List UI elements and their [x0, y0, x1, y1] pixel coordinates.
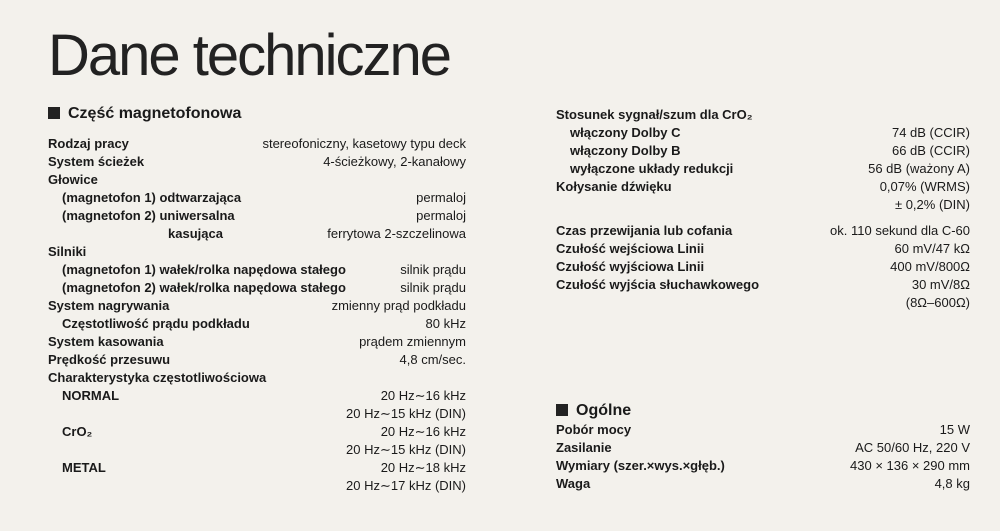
spec-value: 66 dB (CCIR)	[891, 143, 970, 158]
spec-value: 0,07% (WRMS)	[879, 179, 970, 194]
spec-row	[48, 333, 466, 351]
spec-value: 56 dB (ważony A)	[868, 161, 970, 176]
spec-label: Pobór mocy	[556, 422, 632, 437]
spec-label: NORMAL	[62, 388, 120, 403]
spec-row	[556, 457, 970, 475]
spec-row	[48, 135, 466, 153]
spec-label: Czułość wyjścia słuchawkowego	[556, 277, 760, 292]
spec-value: 80 kHz	[425, 316, 466, 331]
spec-label: (magnetofon 1) wałek/rolka napędowa stałego	[62, 262, 346, 277]
spec-row	[48, 405, 466, 423]
spec-row	[48, 243, 466, 261]
spec-label: (magnetofon 2) wałek/rolka napędowa stałego	[62, 280, 346, 295]
spec-row	[556, 294, 970, 312]
spec-row	[48, 189, 466, 207]
section-heading-general	[556, 402, 631, 420]
spec-label: System kasowania	[48, 334, 164, 349]
spec-row	[48, 477, 466, 495]
spec-label: Częstotliwość prądu podkładu	[62, 316, 250, 331]
section-heading-label: Ogólne	[576, 402, 632, 419]
spec-value: 30 mV/8Ω	[911, 277, 970, 292]
spec-value: 20 Hz∼17 kHz (DIN)	[346, 478, 466, 493]
spec-label: Czułość wejściowa Linii	[556, 241, 705, 256]
spec-value: 4-ścieżkowy, 2-kanałowy	[323, 154, 466, 169]
spec-row	[48, 261, 466, 279]
spec-value: stereofoniczny, kasetowy typu deck	[262, 136, 466, 151]
spec-label: Czas przewijania lub cofania	[556, 223, 733, 238]
spec-row	[48, 297, 466, 315]
spec-label: Rodzaj pracy	[48, 136, 129, 151]
spec-value: 74 dB (CCIR)	[891, 125, 970, 140]
spec-value: 430 × 136 × 290 mm	[850, 458, 970, 473]
spec-value: 20 Hz∼15 kHz (DIN)	[346, 442, 466, 457]
spec-value: 400 mV/800Ω	[890, 259, 970, 274]
spec-label: System ścieżek	[48, 154, 145, 169]
spec-value: ferrytowa 2-szczelinowa	[327, 226, 466, 241]
spec-row	[48, 315, 466, 333]
spec-row	[556, 439, 970, 457]
spec-value: AC 50/60 Hz, 220 V	[855, 440, 970, 455]
spec-row	[556, 124, 970, 142]
spec-row	[556, 178, 970, 196]
spec-row	[48, 441, 466, 459]
spec-value: 15 W	[939, 422, 970, 437]
spec-row	[48, 459, 466, 477]
spec-label: (magnetofon 2) uniwersalna	[62, 208, 235, 223]
spec-label: Stosunek sygnał/szum dla CrO₂	[556, 107, 753, 122]
spec-row	[556, 196, 970, 214]
spec-label: Czułość wyjściowa Linii	[556, 259, 705, 274]
page-title: Dane techniczne	[48, 23, 451, 88]
spec-label: wyłączone układy redukcji	[570, 161, 734, 176]
section-heading-label: Część magnetofonowa	[68, 105, 242, 122]
spec-value: 20 Hz∼16 kHz	[380, 388, 466, 403]
square-bullet-icon	[556, 404, 568, 416]
spec-label: Zasilanie	[556, 440, 612, 455]
spec-label: włączony Dolby C	[570, 125, 681, 140]
section-heading-tape	[48, 105, 241, 123]
spec-row	[48, 369, 466, 387]
spec-row	[556, 142, 970, 160]
spec-label: Kołysanie dźwięku	[556, 179, 672, 194]
spec-row	[556, 222, 970, 240]
spec-value: 4,8 kg	[934, 476, 970, 491]
spec-list-performance	[556, 106, 970, 312]
spec-label: METAL	[62, 460, 106, 475]
spec-row	[556, 106, 970, 124]
spec-row	[556, 258, 970, 276]
spec-value: zmienny prąd podkładu	[331, 298, 466, 313]
spec-row	[48, 171, 466, 189]
spec-label: System nagrywania	[48, 298, 170, 313]
spec-row	[556, 240, 970, 258]
spec-value: 60 mV/47 kΩ	[894, 241, 970, 256]
spec-value: 20 Hz∼16 kHz	[380, 424, 466, 439]
spec-label: kasująca	[168, 226, 223, 241]
spec-label: CrO₂	[62, 424, 93, 439]
spacer	[556, 214, 970, 222]
spec-label: Silniki	[48, 244, 87, 259]
spec-row	[556, 276, 970, 294]
spec-row	[556, 160, 970, 178]
spec-list-general	[556, 421, 970, 493]
spec-value: 20 Hz∼15 kHz (DIN)	[346, 406, 466, 421]
spec-value: prądem zmiennym	[359, 334, 466, 349]
spec-label: Wymiary (szer.×wys.×głęb.)	[556, 458, 725, 473]
spec-label: Prędkość przesuwu	[48, 352, 171, 367]
spec-value: ok. 110 sekund dla C-60	[830, 223, 970, 238]
spec-row	[556, 475, 970, 493]
spec-value: 4,8 cm/sec.	[399, 352, 466, 367]
spec-list-tape	[48, 135, 466, 495]
spec-label: Głowice	[48, 172, 98, 187]
spec-row	[48, 387, 466, 405]
spec-label: (magnetofon 1) odtwarzająca	[62, 190, 242, 205]
spec-value: silnik prądu	[400, 262, 466, 277]
spec-value: permaloj	[416, 190, 466, 205]
spec-row	[48, 423, 466, 441]
spec-row	[48, 153, 466, 171]
spec-value: ± 0,2% (DIN)	[894, 197, 970, 212]
spec-row	[48, 225, 466, 243]
spec-row	[48, 351, 466, 369]
spec-row	[48, 207, 466, 225]
spec-value: permaloj	[416, 208, 466, 223]
spec-row	[48, 279, 466, 297]
spec-value: 20 Hz∼18 kHz	[380, 460, 466, 475]
spec-row	[556, 421, 970, 439]
spec-value: silnik prądu	[400, 280, 466, 295]
square-bullet-icon	[48, 107, 60, 119]
spec-label: Waga	[556, 476, 591, 491]
spec-label: Charakterystyka częstotliwościowa	[48, 370, 267, 385]
spec-value: (8Ω–600Ω)	[905, 295, 970, 310]
spec-label: włączony Dolby B	[570, 143, 681, 158]
